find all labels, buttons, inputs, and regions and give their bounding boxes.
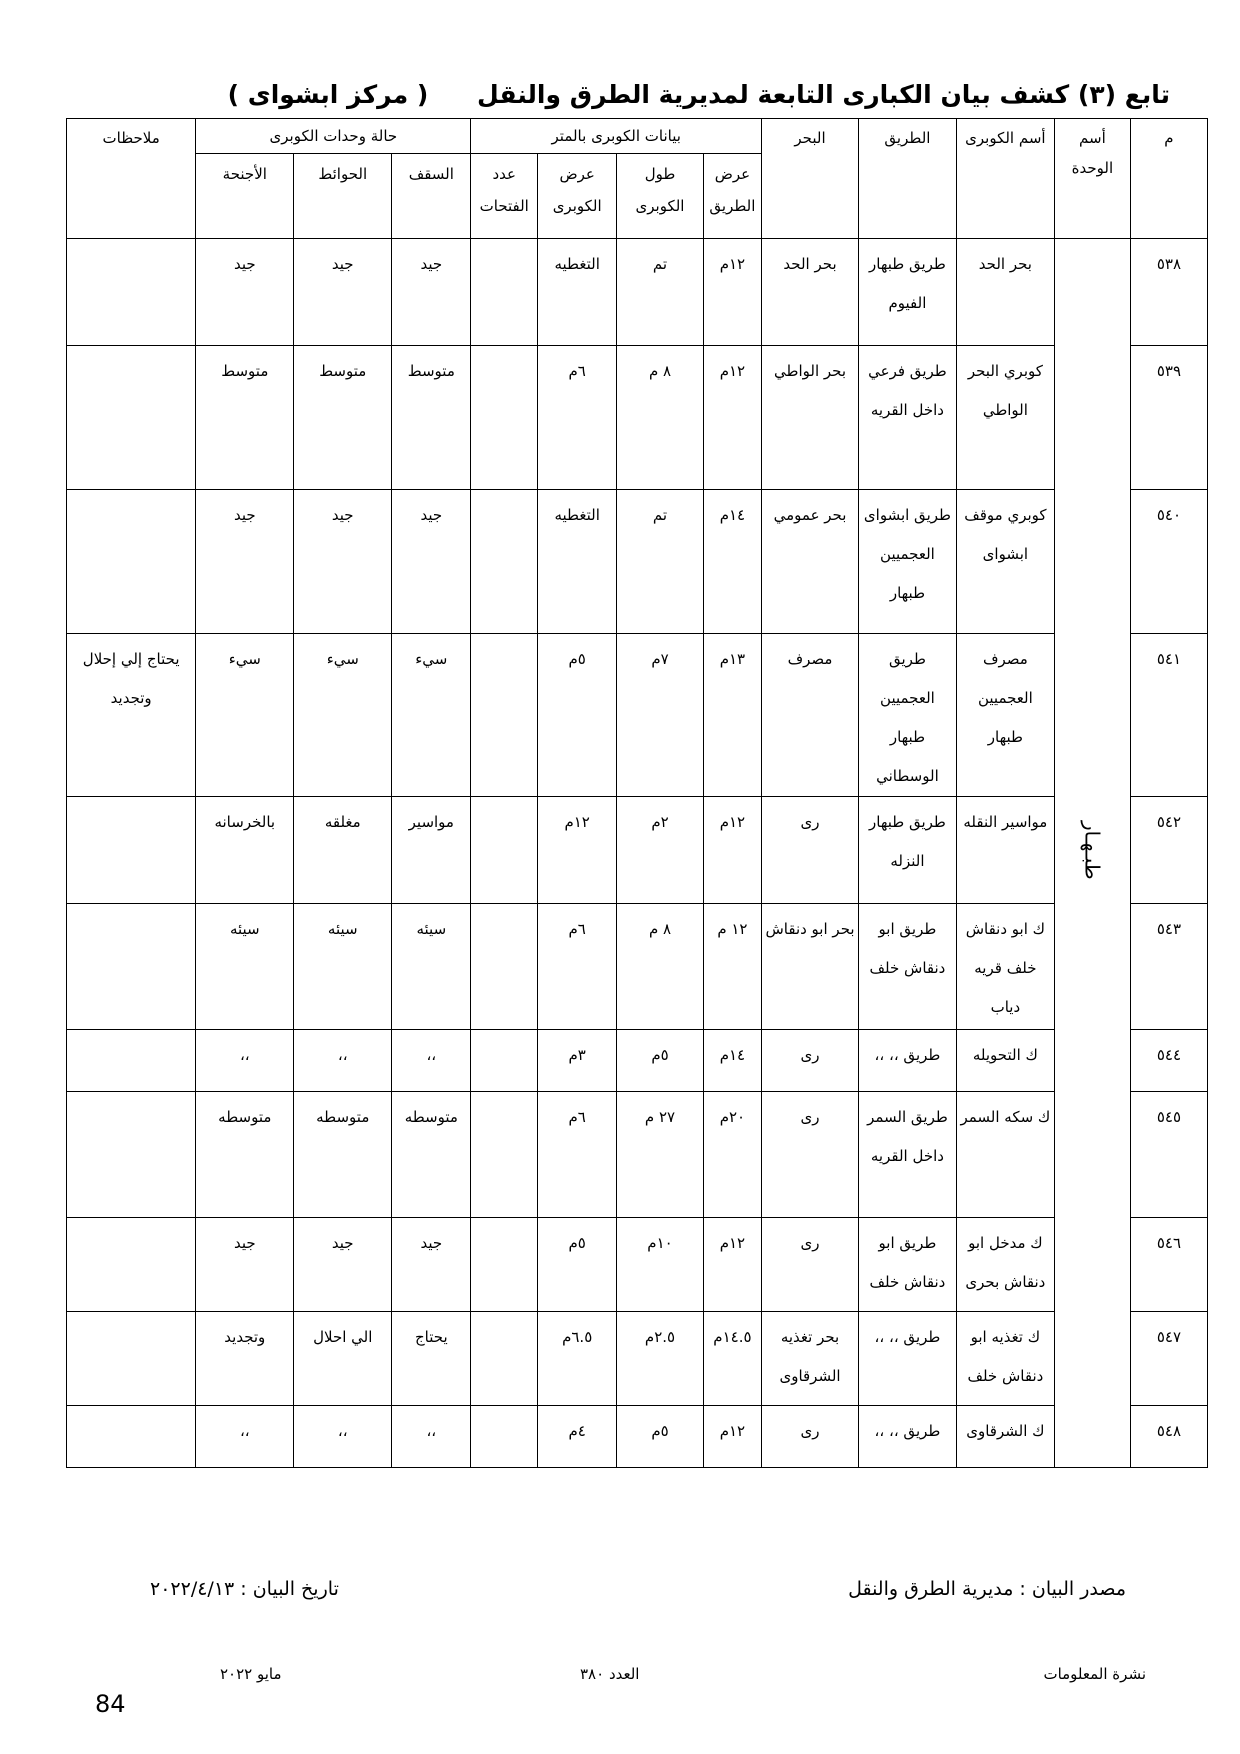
table-body <box>67 239 1208 1468</box>
cell-bridge-width: ٦.٥م <box>538 1312 617 1406</box>
cell-serial: ٥٤٣ <box>1130 904 1207 1030</box>
cell-bridge-name: كوبري موقف ابشواى <box>956 490 1054 634</box>
cell-notes <box>67 1092 196 1218</box>
cell-bridge-length: ٢.٥م <box>617 1312 703 1406</box>
cell-serial: ٥٤٤ <box>1130 1030 1207 1092</box>
cell-bridge-width: ٦م <box>538 904 617 1030</box>
cell-road: طريق ابو دنقاش خلف <box>858 904 956 1030</box>
table-row <box>67 1092 1208 1218</box>
col-group-bridge-data: بيانات الكوبرى بالمتر <box>471 119 762 154</box>
cell-canal: بحر الواطي <box>762 346 859 490</box>
cell-walls: مغلقه <box>294 797 392 904</box>
cell-wings: سيء <box>196 634 294 797</box>
col-header-road-width: عرض الطريق <box>703 154 761 239</box>
col-header-wings: الأجنحة <box>196 154 294 239</box>
data-date: تاريخ البيان : ٢٠٢٢/٤/١٣ <box>150 1578 339 1600</box>
table-row <box>67 490 1208 634</box>
cell-ceiling: جيد <box>392 1218 471 1312</box>
table-row <box>67 1030 1208 1092</box>
table-row <box>67 1406 1208 1468</box>
cell-openings <box>471 1030 538 1092</box>
cell-road: طريق ،، ،، <box>858 1030 956 1092</box>
cell-openings <box>471 797 538 904</box>
cell-bridge-length: تم <box>617 239 703 346</box>
cell-road: طريق ،، ،، <box>858 1312 956 1406</box>
cell-wings: جيد <box>196 490 294 634</box>
cell-wings: جيد <box>196 239 294 346</box>
cell-bridge-width: ٤م <box>538 1406 617 1468</box>
col-header-canal: البحر <box>762 119 859 239</box>
cell-openings <box>471 1218 538 1312</box>
cell-walls: سيء <box>294 634 392 797</box>
cell-bridge-name: ك مدخل ابو دنقاش بحرى <box>956 1218 1054 1312</box>
cell-ceiling: سيء <box>392 634 471 797</box>
data-source: مصدر البيان : مديرية الطرق والنقل <box>848 1578 1126 1600</box>
cell-openings <box>471 904 538 1030</box>
cell-notes <box>67 1406 196 1468</box>
table-row <box>67 239 1208 346</box>
cell-bridge-name: ك سكه السمر <box>956 1092 1054 1218</box>
cell-road-width: ١٤.٥م <box>703 1312 761 1406</box>
cell-bridge-width: ٣م <box>538 1030 617 1092</box>
cell-canal: رى <box>762 1030 859 1092</box>
title-main: تابع (٣) كشف بيان الكبارى التابعة لمديرية الطرق والنقل <box>477 80 1170 109</box>
cell-bridge-name: ك التحويله <box>956 1030 1054 1092</box>
cell-serial: ٥٤٥ <box>1130 1092 1207 1218</box>
col-header-bridge-name: أسم الكوبرى <box>956 119 1054 239</box>
cell-wings: ،، <box>196 1030 294 1092</box>
cell-ceiling: ،، <box>392 1030 471 1092</box>
cell-road: طريق العجميين طبهار الوسطاني <box>858 634 956 797</box>
footer-publication: نشرة المعلومات <box>1043 1665 1146 1683</box>
cell-canal: بحر الحد <box>762 239 859 346</box>
cell-road-width: ١٤م <box>703 490 761 634</box>
cell-wings: بالخرسانه <box>196 797 294 904</box>
col-header-bridge-width: عرض الكوبرى <box>538 154 617 239</box>
cell-road-width: ١٣م <box>703 634 761 797</box>
cell-walls: متوسط <box>294 346 392 490</box>
table-row <box>67 1312 1208 1406</box>
cell-bridge-name: مصرف العجميين طبهار <box>956 634 1054 797</box>
cell-road-width: ٢٠م <box>703 1092 761 1218</box>
cell-walls: جيد <box>294 490 392 634</box>
cell-canal: رى <box>762 1406 859 1468</box>
footer-month: مايو ٢٠٢٢ <box>220 1665 282 1683</box>
cell-canal: مصرف <box>762 634 859 797</box>
cell-walls: الي احلال <box>294 1312 392 1406</box>
cell-ceiling: مواسير <box>392 797 471 904</box>
cell-walls: متوسطه <box>294 1092 392 1218</box>
cell-bridge-width: ١٢م <box>538 797 617 904</box>
cell-road: طريق فرعي داخل القريه <box>858 346 956 490</box>
cell-road: طريق ،، ،، <box>858 1406 956 1468</box>
cell-openings <box>471 1406 538 1468</box>
cell-notes <box>67 239 196 346</box>
cell-walls: ،، <box>294 1030 392 1092</box>
cell-road-width: ١٢م <box>703 1218 761 1312</box>
cell-road: طريق ابشواى العجميين طبهار <box>858 490 956 634</box>
cell-ceiling: متوسط <box>392 346 471 490</box>
cell-road: طريق طبهار الفيوم <box>858 239 956 346</box>
col-header-notes: ملاحظات <box>67 119 196 239</box>
cell-bridge-name: بحر الحد <box>956 239 1054 346</box>
cell-road-width: ١٤م <box>703 1030 761 1092</box>
cell-walls: جيد <box>294 1218 392 1312</box>
col-header-bridge-length: طول الكوبرى <box>617 154 703 239</box>
cell-serial: ٥٤٧ <box>1130 1312 1207 1406</box>
cell-road: طريق طبهار النزله <box>858 797 956 904</box>
cell-bridge-name: ك الشرقاوى <box>956 1406 1054 1468</box>
table-row <box>67 634 1208 797</box>
table-row <box>67 797 1208 904</box>
footer-issue: العدد ٣٨٠ <box>580 1665 640 1683</box>
cell-road-width: ١٢ م <box>703 904 761 1030</box>
cell-serial: ٥٤٦ <box>1130 1218 1207 1312</box>
cell-bridge-width: ٦م <box>538 346 617 490</box>
cell-bridge-width: ٦م <box>538 1092 617 1218</box>
col-header-ceiling: السقف <box>392 154 471 239</box>
cell-openings <box>471 239 538 346</box>
col-header-openings: عدد الفتحات <box>471 154 538 239</box>
cell-bridge-width: التغطيه <box>538 490 617 634</box>
cell-openings <box>471 634 538 797</box>
col-header-serial: م <box>1130 119 1207 239</box>
cell-bridge-length: ٥م <box>617 1406 703 1468</box>
cell-notes <box>67 346 196 490</box>
table-row <box>67 904 1208 1030</box>
cell-road-width: ١٢م <box>703 346 761 490</box>
cell-notes <box>67 490 196 634</box>
cell-bridge-width: ٥م <box>538 634 617 797</box>
cell-openings <box>471 1092 538 1218</box>
cell-canal: بحر تغذيه الشرقاوى <box>762 1312 859 1406</box>
cell-notes <box>67 1218 196 1312</box>
cell-road: طريق السمر داخل القريه <box>858 1092 956 1218</box>
col-header-unit-name: أسم الوحدة <box>1054 119 1130 239</box>
cell-wings: متوسط <box>196 346 294 490</box>
cell-notes <box>67 1312 196 1406</box>
cell-canal: بحر ابو دنقاش <box>762 904 859 1030</box>
cell-ceiling: ،، <box>392 1406 471 1468</box>
cell-road-width: ١٢م <box>703 1406 761 1468</box>
cell-bridge-length: ٧م <box>617 634 703 797</box>
cell-bridge-name: ك تغذيه ابو دنقاش خلف <box>956 1312 1054 1406</box>
col-group-condition: حالة وحدات الكوبرى <box>196 119 471 154</box>
cell-serial: ٥٤٠ <box>1130 490 1207 634</box>
table-row <box>67 1218 1208 1312</box>
cell-bridge-width: ٥م <box>538 1218 617 1312</box>
cell-wings: وتجديد <box>196 1312 294 1406</box>
cell-serial: ٥٣٨ <box>1130 239 1207 346</box>
page-number: 84 <box>95 1690 126 1718</box>
cell-walls: ،، <box>294 1406 392 1468</box>
cell-walls: سيئه <box>294 904 392 1030</box>
cell-ceiling: يحتاج <box>392 1312 471 1406</box>
cell-openings <box>471 490 538 634</box>
cell-serial: ٥٤٨ <box>1130 1406 1207 1468</box>
cell-bridge-length: ٢٧ م <box>617 1092 703 1218</box>
cell-wings: سيئه <box>196 904 294 1030</box>
cell-notes <box>67 797 196 904</box>
cell-bridge-length: ٥م <box>617 1030 703 1092</box>
cell-openings <box>471 1312 538 1406</box>
cell-bridge-name: مواسير النقله <box>956 797 1054 904</box>
cell-bridge-length: ٢م <box>617 797 703 904</box>
cell-bridge-length: ٨ م <box>617 904 703 1030</box>
cell-openings <box>471 346 538 490</box>
cell-ceiling: جيد <box>392 239 471 346</box>
bridges-table <box>66 118 1208 1468</box>
cell-notes <box>67 1030 196 1092</box>
cell-road: طريق ابو دنقاش خلف <box>858 1218 956 1312</box>
cell-canal: رى <box>762 797 859 904</box>
unit-label: طبـهـار <box>1080 821 1105 880</box>
table-row <box>67 346 1208 490</box>
cell-wings: متوسطه <box>196 1092 294 1218</box>
cell-notes: يحتاج إلي إحلال وتجديد <box>67 634 196 797</box>
cell-ceiling: متوسطه <box>392 1092 471 1218</box>
cell-unit-name <box>1054 239 1130 1468</box>
cell-serial: ٥٤١ <box>1130 634 1207 797</box>
header-row-1 <box>67 119 1208 154</box>
cell-bridge-name: كوبري البحر الواطي <box>956 346 1054 490</box>
cell-canal: رى <box>762 1218 859 1312</box>
document-title <box>70 80 1170 109</box>
cell-canal: بحر عمومي <box>762 490 859 634</box>
cell-wings: ،، <box>196 1406 294 1468</box>
cell-bridge-length: ٨ م <box>617 346 703 490</box>
cell-road-width: ١٢م <box>703 239 761 346</box>
cell-serial: ٥٤٢ <box>1130 797 1207 904</box>
cell-walls: جيد <box>294 239 392 346</box>
cell-canal: رى <box>762 1092 859 1218</box>
cell-bridge-length: ١٠م <box>617 1218 703 1312</box>
cell-notes <box>67 904 196 1030</box>
cell-wings: جيد <box>196 1218 294 1312</box>
cell-road-width: ١٢م <box>703 797 761 904</box>
cell-serial: ٥٣٩ <box>1130 346 1207 490</box>
col-header-walls: الحوائط <box>294 154 392 239</box>
cell-ceiling: سيئه <box>392 904 471 1030</box>
title-sub: ( مركز ابشواى ) <box>227 80 429 109</box>
col-header-road: الطريق <box>858 119 956 239</box>
cell-bridge-name: ك ابو دنقاش خلف قريه دياب <box>956 904 1054 1030</box>
cell-ceiling: جيد <box>392 490 471 634</box>
cell-bridge-width: التغطيه <box>538 239 617 346</box>
cell-bridge-length: تم <box>617 490 703 634</box>
